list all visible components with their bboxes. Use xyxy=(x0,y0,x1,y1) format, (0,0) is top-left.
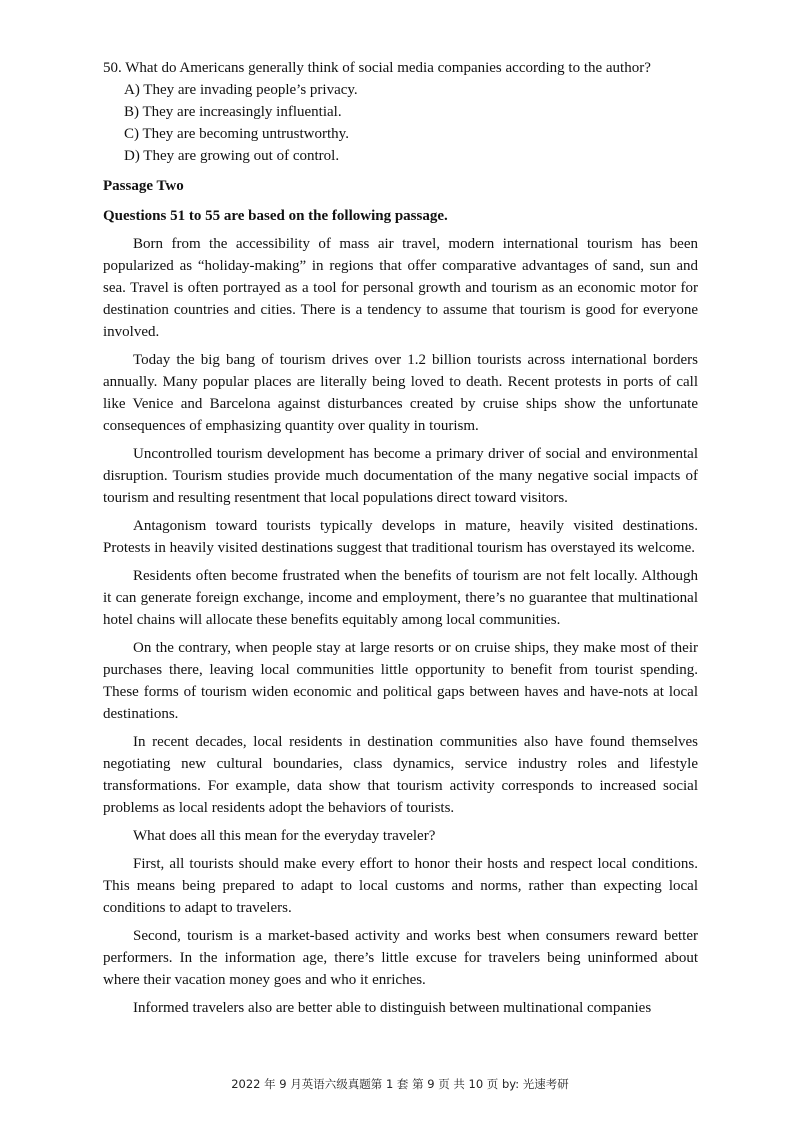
paragraph-9: First, all tourists should make every effort to honor their hosts and respect local conditions. This means being prepared to adapt to local customs and norms, rather than expecting local conditions to adapt to travelers. xyxy=(103,856,698,916)
paragraph-4: Antagonism toward tourists typically develops in mature, heavily visited destinations. Protests in heavily visited destinations suggest that traditional tourism has overstayed its welcome. xyxy=(103,518,698,556)
passage-title: Passage Two xyxy=(103,178,184,194)
paragraph-10: Second, tourism is a market-based activity and works best when consumers reward better performers. In the information age, there’s little excuse for travelers being uninformed about where their vacation money goes and who it enriches. xyxy=(103,928,698,988)
document-page xyxy=(103,57,698,1019)
question-50-stem: 50. What do Americans generally think of social media companies according to the author? xyxy=(103,60,651,76)
paragraph-6: On the contrary, when people stay at large resorts or on cruise ships, they make most of their purchases there, leaving local communities little opportunity to benefit from tourist spending. These forms of tourism widen economic and political gaps between haves and have-nots at local destinations. xyxy=(103,640,698,722)
option-d: D) They are growing out of control. xyxy=(124,148,340,164)
option-b: B) They are increasingly influential. xyxy=(124,104,342,120)
page-footer: 2022 年 9 月英语六级真题第 1 套 第 9 页 共 10 页 by: 光速考研 xyxy=(231,1077,569,1091)
paragraph-1: Born from the accessibility of mass air travel, modern international tourism has been popularized as “holiday-making” in regions that offer comparative advantages of sand, sun and sea. Travel is often portrayed as a tool for personal growth and tourism as an economic motor for destination countries and cities. There is a tendency to assume that tourism is good for everyone involved. xyxy=(103,236,698,340)
passage-instruction: Questions 51 to 55 are based on the following passage. xyxy=(103,208,448,224)
paragraph-3: Uncontrolled tourism development has become a primary driver of social and environmental disruption. Tourism studies provide much documentation of the many negative social impacts of tourism and resulting resentment that local populations direct toward visitors. xyxy=(103,446,698,506)
option-c: C) They are becoming untrustworthy. xyxy=(124,126,349,142)
paragraph-5: Residents often become frustrated when the benefits of tourism are not felt locally. Although it can generate foreign exchange, income and employment, there’s no guarantee that multinational hotel chains will allocate these benefits equitably among local communities. xyxy=(103,568,698,628)
paragraph-8: What does all this mean for the everyday traveler? xyxy=(133,828,436,844)
paragraph-7: In recent decades, local residents in destination communities also have found themselves negotiating new cultural boundaries, class dynamics, service industry roles and lifestyle transformations. For example, data show that tourism activity corresponds to increased social problems as local residents adopt the behaviors of tourists. xyxy=(103,734,698,816)
paragraph-11: Informed travelers also are better able to distinguish between multinational companies xyxy=(133,1000,652,1016)
option-a: A) They are invading people’s privacy. xyxy=(124,82,358,98)
paragraph-2: Today the big bang of tourism drives over 1.2 billion tourists across international borders annually. Many popular places are literally being loved to death. Recent protests in ports of call like Venice and Barcelona against disturbances created by cruise ships show the unfortunate consequences of emphasizing quantity over quality in tourism. xyxy=(103,352,698,434)
answer-options xyxy=(103,79,698,167)
